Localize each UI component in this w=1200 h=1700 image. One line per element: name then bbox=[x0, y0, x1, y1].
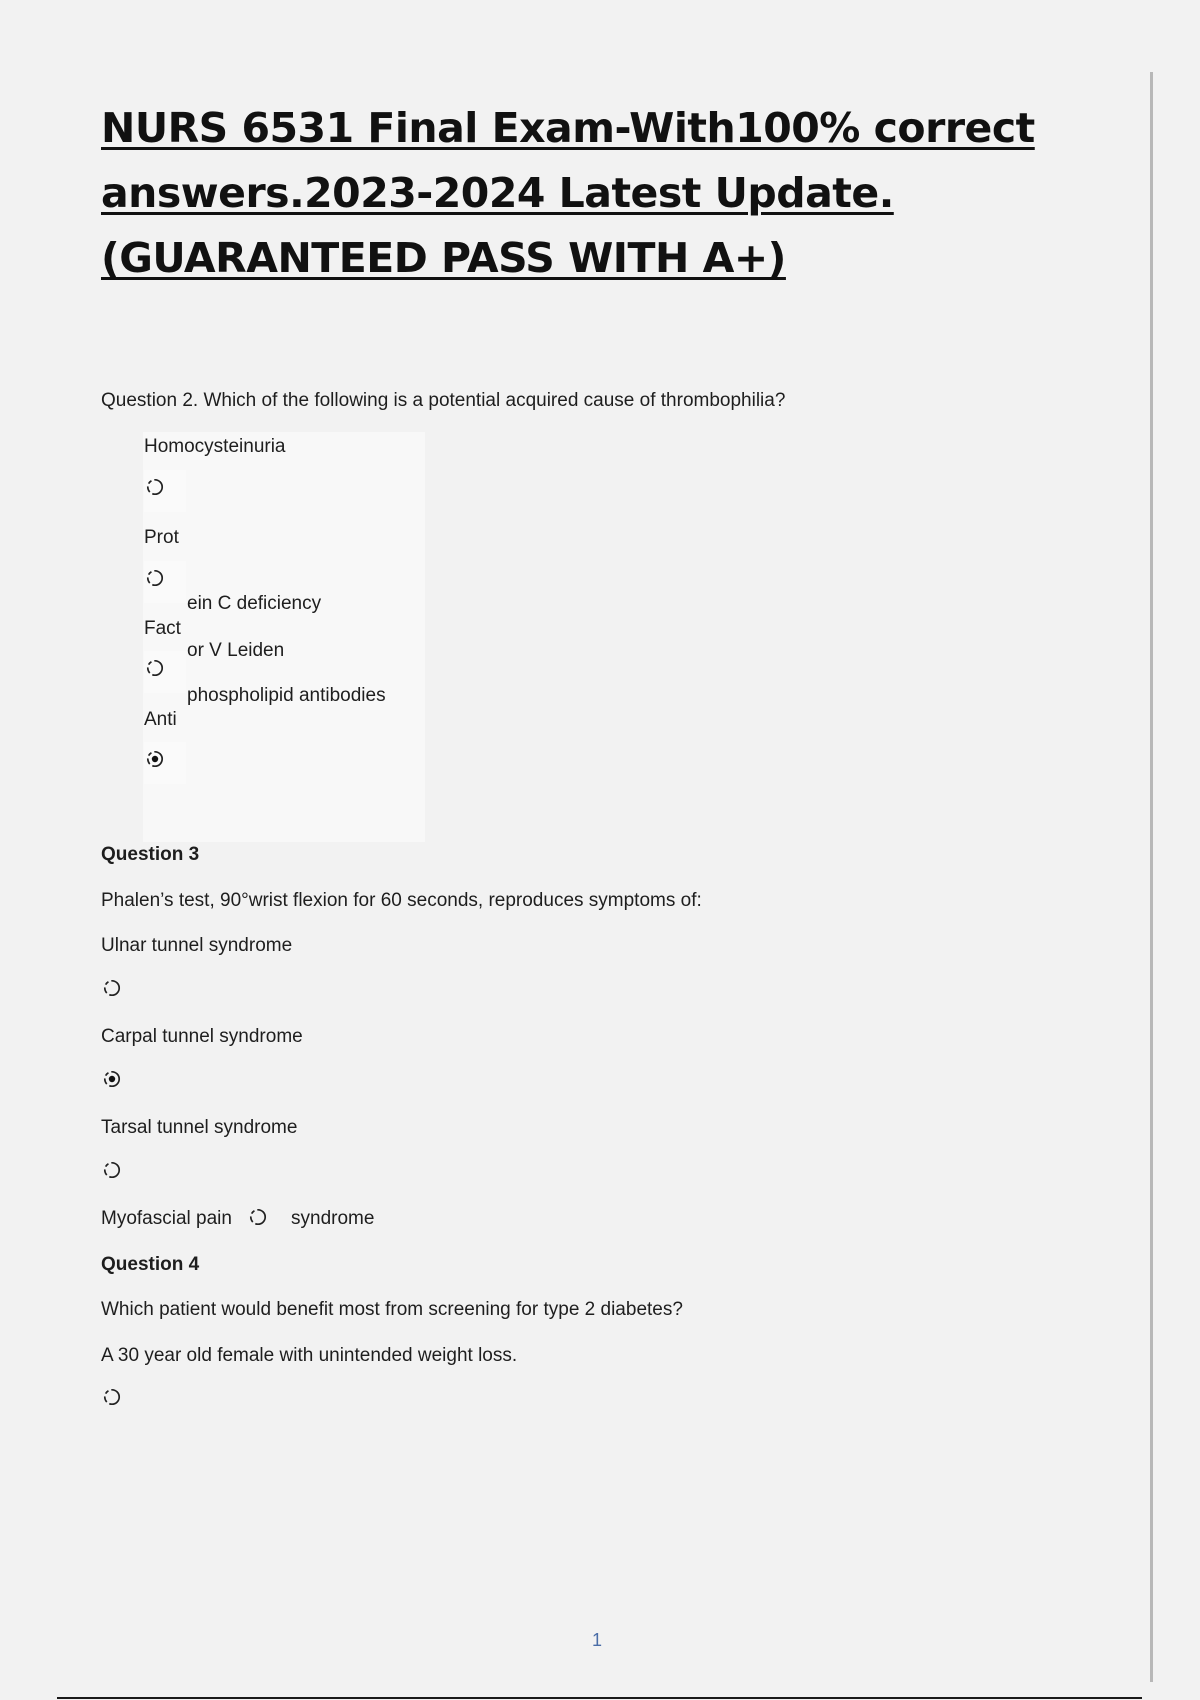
radio-unselected-icon[interactable] bbox=[103, 1161, 121, 1179]
radio-selected-icon[interactable] bbox=[146, 750, 164, 768]
q2-option-fragment-or-v: or V Leiden bbox=[187, 640, 285, 661]
q2-option-fragment-anti: Anti bbox=[144, 709, 177, 730]
question-4-prompt: Which patient would benefit most from screening for type 2 diabetes? bbox=[101, 1299, 683, 1320]
q3-option-label: Myofascial pain bbox=[101, 1208, 232, 1229]
radio-unselected-icon[interactable] bbox=[146, 569, 164, 587]
q2-option-fragment-phospholipid: phospholipid antibodies bbox=[187, 685, 386, 706]
radio-unselected-icon[interactable] bbox=[103, 1388, 121, 1406]
q4-option-label: A 30 year old female with unintended weight loss. bbox=[101, 1345, 518, 1366]
radio-unselected-icon[interactable] bbox=[249, 1208, 267, 1226]
q3-option-label: Tarsal tunnel syndrome bbox=[101, 1117, 298, 1138]
document-title: NURS 6531 Final Exam-With100% correct answers.2023-2024 Latest Update.(GUARANTEED PASS WITH A+) bbox=[101, 104, 1035, 282]
radio-unselected-icon[interactable] bbox=[146, 478, 164, 496]
q3-option-label-continued: syndrome bbox=[291, 1208, 375, 1229]
question-3-prompt: Phalen’s test, 90°wrist flexion for 60 seconds, reproduces symptoms of: bbox=[101, 890, 702, 911]
q2-option-fragment-ein-c: ein C deficiency bbox=[187, 593, 322, 614]
question-4-heading: Question 4 bbox=[101, 1254, 200, 1275]
radio-selected-icon[interactable] bbox=[103, 1070, 121, 1088]
question-2-prompt: Question 2. Which of the following is a potential acquired cause of thrombophilia? bbox=[101, 390, 786, 411]
right-margin-rule bbox=[1150, 72, 1153, 1682]
radio-unselected-icon[interactable] bbox=[103, 979, 121, 997]
q3-option-label: Ulnar tunnel syndrome bbox=[101, 935, 293, 956]
page-number: 1 bbox=[592, 1630, 603, 1650]
bottom-rule bbox=[57, 1697, 1142, 1699]
radio-unselected-icon[interactable] bbox=[146, 659, 164, 677]
q2-option-fragment-fact: Fact bbox=[144, 618, 181, 639]
q2-option-fragment-prot: Prot bbox=[144, 527, 179, 548]
q3-option-label: Carpal tunnel syndrome bbox=[101, 1026, 303, 1047]
q2-option-fragment-homocysteinuria: Homocysteinuria bbox=[144, 436, 286, 457]
question-3-heading: Question 3 bbox=[101, 844, 200, 865]
